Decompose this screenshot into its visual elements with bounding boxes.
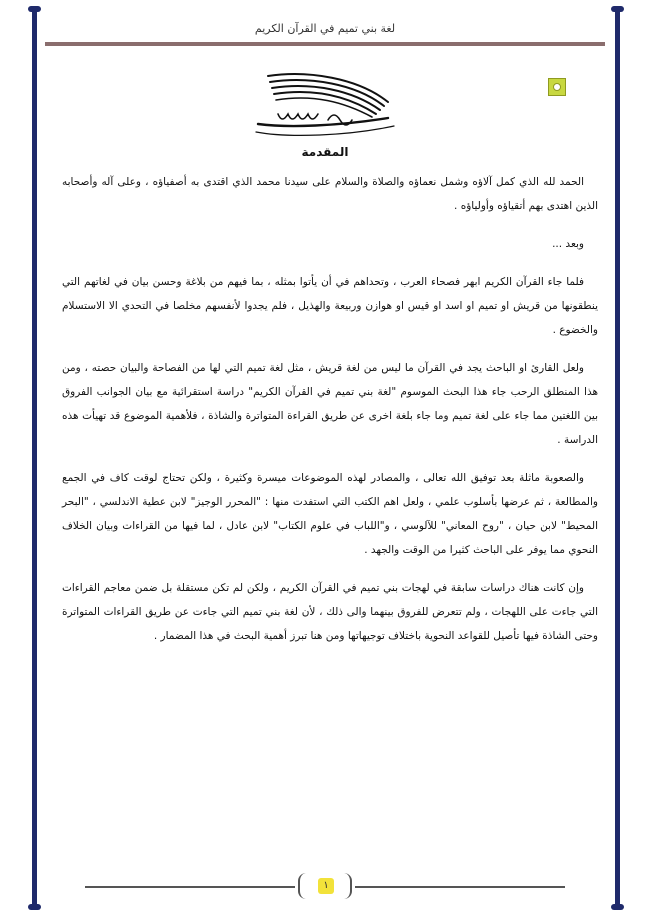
running-header: لغة بني تميم في القرآن الكريم	[254, 22, 396, 35]
footer-rule-left	[85, 886, 295, 888]
body-text	[62, 170, 598, 662]
paragraph: ولعل القارئ او الباحث يجد في القرآن ما ليس من لغة قريش ، مثل لغة تميم التي لها من الفصاحة والبيان حصته ، ومن هذا المنطلق الرحب جاء هذا البحث الموسوم "لغة بني تميم في القرآن الكريم" دراسة استقرائية مع بيان الجوانب الفروق بين اللغتين مما جاء على لغة تميم وما جاء بلغة اخرى عن طريق القراءة المتواترة والشاذة ، فلأهمية الموضوع قد تهيأت هذه الدراسة .	[62, 362, 598, 446]
header-rule	[45, 42, 605, 46]
paragraph: وإن كانت هناك دراسات سابقة في لهجات بني تميم في القرآن الكريم ، ولكن لم تكن مستقلة بل ضمن معاجم القراءات التي جاءت على اللهجات ، ولم تتعرض للفروق بينهما والى ذلك ، لأن لغة بني تميم التي جاءت عن طريق القراءات المتواترة وحتى الشاذة فيها تأصيل للقواعد النحوية باختلاف توجيهاتها ومن هنا تبرز أهمية البحث في هذا المضمار .	[62, 582, 598, 642]
paragraph: فلما جاء القرآن الكريم ابهر فصحاء العرب ، وتحداهم في أن يأتوا بمثله ، بما فيهم من بلاغة وحسن بيان في لغاتهم التي ينطقونها من قريش او تميم او اسد او قيس او هوازن وربيعة والهذيل ، فلم يجدوا لأنفسهم مخلصا في التحدي الا الاستسلام والخضوع .	[62, 276, 598, 336]
paragraph: والصعوبة ماثلة بعد توفيق الله تعالى ، والمصادر لهذه الموضوعات ميسرة وكثيرة ، ولكن تحتاج لوقت كاف في الجمع والمطالعة ، ثم عرضها بأسلوب علمي ، ولعل اهم الكتب التي استفدت منها : "المحرر الوجيز" لابن عطية الاندلسي ، "البحر المحيط" لابن حيان ، "روح المعاني" للآلوسي ، و"اللباب في علوم الكتاب" لابن عادل ، لما فيها من القراءات وبيان الخلاف النحوي مما يوفر على الباحث كثيرا من الوقت والجهد .	[62, 472, 598, 556]
basmala-calligraphy	[248, 62, 398, 142]
page-frame-left	[32, 8, 37, 908]
paragraph: وبعد ...	[552, 238, 584, 250]
paragraph: الحمد لله الذي كمل آلاؤه وشمل نعماؤه والصلاة والسلام على سيدنا محمد الذي اقتدى به أصفياؤه ، وعلى آله وأصحابه الذين اهتدى بهم أتقياؤه وأولياؤه .	[62, 176, 598, 212]
page-number: ١	[318, 878, 334, 894]
flower-ornament-icon	[548, 78, 566, 96]
section-heading: المقدمة	[301, 145, 349, 159]
page-frame-right	[615, 8, 620, 908]
footer-rule-right	[355, 886, 565, 888]
